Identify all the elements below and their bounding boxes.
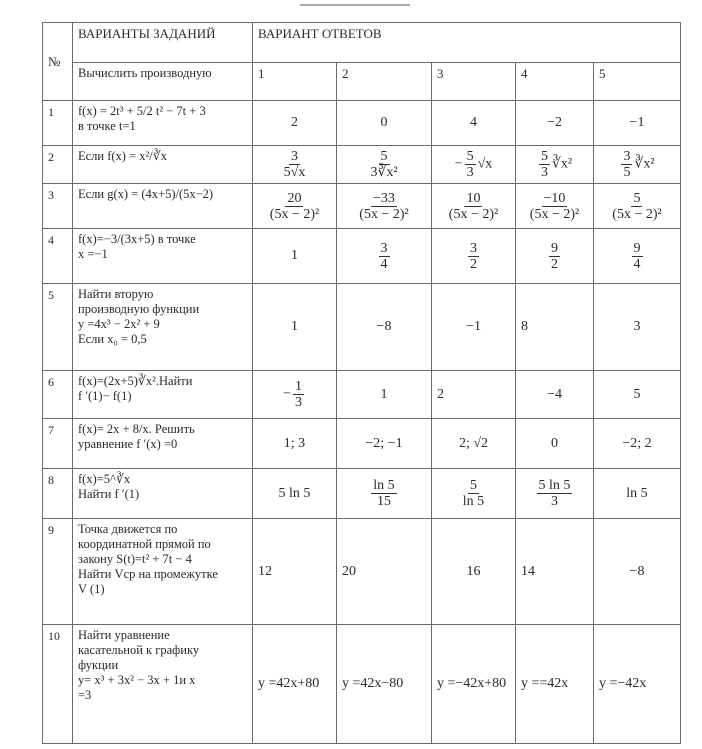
answer-cell [432, 469, 516, 519]
answer-cell [594, 229, 681, 284]
denominator: 3 [540, 165, 548, 180]
fraction [610, 191, 663, 222]
numerator: 5 ln 5 [538, 478, 571, 493]
numerator: 3 [470, 240, 477, 256]
row-number: 7 [43, 419, 73, 469]
answer-cell: 5 [594, 371, 681, 419]
task-line: координатной прямой по [78, 537, 211, 551]
answer-cell: 4 [432, 101, 516, 146]
task-cell [73, 184, 253, 229]
task-line: фукции [78, 658, 119, 672]
task-line: производную функции [78, 302, 200, 316]
subheader-row [43, 63, 681, 101]
answer-cell [337, 469, 432, 519]
task-line: Найти f ′(1) [78, 487, 140, 501]
fraction [357, 191, 410, 222]
answer-cell: 2; √2 [432, 419, 516, 469]
task-line: y= x³ + 3x² − 3x + 1и x [78, 673, 196, 687]
task-line: Если x₀ = 0,5 [78, 332, 147, 346]
table-row [43, 146, 681, 184]
answer-cell: 3 [594, 284, 681, 371]
task-cell [73, 625, 253, 744]
answer-cell [516, 184, 594, 229]
numerator: 3 [291, 149, 298, 164]
fraction-sign: − [454, 156, 463, 172]
fraction-sign: − [283, 386, 291, 402]
task-line: Найти уравнение [78, 628, 170, 642]
answer-cell: y =−42x [594, 625, 681, 744]
answer-cell: 14 [516, 519, 594, 625]
denominator: 3 [466, 165, 474, 180]
task-line: в точке t=1 [78, 119, 136, 133]
task-cell [73, 101, 253, 146]
task-line: f(x)= 2x + 8/x. Решить [78, 422, 195, 436]
answer-cell: 1 [337, 371, 432, 419]
table-row [43, 371, 681, 419]
numerator: 5 [380, 149, 388, 164]
task-cell [73, 519, 253, 625]
answer-cell [337, 184, 432, 229]
task-cell [73, 146, 253, 184]
task-cell [73, 469, 253, 519]
numerator: 1 [294, 379, 302, 394]
task-line: f ′(1)− f(1) [78, 389, 132, 403]
numerator: 5 [540, 149, 548, 164]
answer-column-header: 3 [432, 63, 516, 101]
answer-column-header: 2 [337, 63, 432, 101]
task-cell [73, 419, 253, 469]
answer-cell: 0 [337, 101, 432, 146]
numerator: 5 [466, 149, 474, 164]
fraction [268, 191, 321, 222]
task-line: V (1) [78, 582, 105, 596]
table-row [43, 229, 681, 284]
answer-column-header: 5 [594, 63, 681, 101]
row-number: 9 [43, 519, 73, 625]
task-line: =3 [78, 688, 92, 702]
task-line: Если g(x) = (4x+5)/(5x−2) [78, 187, 214, 201]
task-cell [73, 229, 253, 284]
task-line: f(x)=5^∛x [78, 472, 131, 486]
answer-cell: 2 [432, 371, 516, 419]
task-line: f(x) = 2t³ + 5/2 t² − 7t + 3 [78, 104, 206, 118]
denominator: 2 [551, 256, 558, 272]
task-line: Если f(x) = x²/∛x [78, 149, 167, 163]
answer-cell: 12 [253, 519, 337, 625]
fraction [368, 149, 399, 180]
fraction [371, 478, 396, 509]
task-line: Точка движется по [78, 522, 178, 536]
task-line: уравнение f ′(x) =0 [78, 437, 178, 451]
cropped-heading [300, 0, 410, 6]
row-number: 4 [43, 229, 73, 284]
denominator: 3 [294, 395, 302, 410]
denominator: 3 [550, 494, 558, 509]
task-line: x =−1 [78, 247, 108, 261]
answer-cell: −2; 2 [594, 419, 681, 469]
answer-cell [432, 229, 516, 284]
table-row [43, 184, 681, 229]
answer-cell: ln 5 [594, 469, 681, 519]
denominator: 2 [470, 256, 477, 272]
answer-cell: 1 [253, 229, 337, 284]
answer-cell [594, 146, 681, 184]
numerator: 3 [623, 149, 631, 164]
row-number: 2 [43, 146, 73, 184]
tasks-header: ВАРИАНТЫ ЗАДАНИЙ [73, 23, 253, 63]
answer-cell: 1 [253, 284, 337, 371]
numerator: 20 [287, 190, 302, 206]
answer-cell: −2 [516, 101, 594, 146]
fraction [528, 191, 581, 222]
task-table [42, 22, 681, 744]
denominator: (5x − 2)² [269, 206, 320, 222]
answers-header: ВАРИАНТ ОТВЕТОВ [253, 23, 681, 63]
numerator: 5 [469, 478, 477, 493]
fraction [537, 478, 573, 509]
number-header: № [43, 23, 73, 101]
denominator: (5x − 2)² [448, 206, 499, 222]
task-line: закону S(t)=t² + 7t − 4 [78, 552, 192, 566]
answer-cell: y =42x+80 [253, 625, 337, 744]
denominator: ln 5 [462, 494, 485, 509]
table-row [43, 519, 681, 625]
answer-cell: 5 ln 5 [253, 469, 337, 519]
row-number: 1 [43, 101, 73, 146]
answer-cell: y =−42x+80 [432, 625, 516, 744]
fraction [539, 149, 550, 180]
answer-cell [253, 184, 337, 229]
row-number: 6 [43, 371, 73, 419]
task-line: Найти Vср на промежутке [78, 567, 218, 581]
answer-cell [253, 146, 337, 184]
fraction [621, 149, 632, 180]
row-number: 10 [43, 625, 73, 744]
fraction [465, 149, 476, 180]
answer-cell: 8 [516, 284, 594, 371]
fraction-suffix: ∛x² [551, 156, 573, 172]
fraction [468, 241, 479, 272]
numerator: 5 [633, 190, 641, 206]
denominator: 4 [633, 256, 641, 272]
answer-cell: 0 [516, 419, 594, 469]
answer-cell [432, 146, 516, 184]
answer-cell [337, 146, 432, 184]
numerator: −33 [373, 190, 395, 206]
denominator: 4 [380, 256, 388, 272]
answer-cell: −2; −1 [337, 419, 432, 469]
fraction [379, 241, 390, 272]
numerator: 10 [466, 190, 481, 206]
answer-column-header: 4 [516, 63, 594, 101]
row-number: 8 [43, 469, 73, 519]
answer-column-header: 1 [253, 63, 337, 101]
task-cell [73, 371, 253, 419]
table-row [43, 101, 681, 146]
answer-cell [337, 229, 432, 284]
fraction [447, 191, 500, 222]
answer-cell: −8 [337, 284, 432, 371]
fraction-suffix: ∛x² [634, 156, 655, 172]
fraction [282, 149, 308, 180]
numerator: 3 [380, 240, 388, 256]
numerator: 9 [551, 240, 558, 256]
task-cell [73, 284, 253, 371]
denominator: 5√x [283, 165, 306, 180]
answer-cell: 1; 3 [253, 419, 337, 469]
answer-cell: −1 [594, 101, 681, 146]
fraction [461, 478, 486, 509]
answer-cell: −8 [594, 519, 681, 625]
fraction [293, 379, 304, 410]
answer-cell [516, 146, 594, 184]
answer-cell: y ==42x [516, 625, 594, 744]
answer-cell: 2 [253, 101, 337, 146]
instruction-text: Вычислить производную [73, 63, 253, 101]
fraction [632, 241, 643, 272]
header-row [43, 23, 681, 63]
answer-cell: y =42x−80 [337, 625, 432, 744]
numerator: ln 5 [373, 478, 395, 493]
task-line: касательной к графику [78, 643, 200, 657]
task-line: y =4x³ − 2x² + 9 [78, 317, 160, 331]
table-row [43, 284, 681, 371]
denominator: (5x − 2)² [529, 206, 580, 222]
fraction-suffix: √x [477, 156, 493, 172]
table-row [43, 625, 681, 744]
row-number: 5 [43, 284, 73, 371]
task-line: Найти вторую [78, 287, 154, 301]
answer-cell [594, 184, 681, 229]
answer-cell [432, 184, 516, 229]
answer-cell [253, 371, 337, 419]
denominator: 3∛x² [370, 165, 398, 180]
answer-cell: 16 [432, 519, 516, 625]
row-number: 3 [43, 184, 73, 229]
table-row [43, 469, 681, 519]
answer-cell: 20 [337, 519, 432, 625]
numerator: −10 [543, 190, 566, 206]
answer-cell: −4 [516, 371, 594, 419]
table-row [43, 419, 681, 469]
task-line: f(x)=−3/(3x+5) в точке [78, 232, 196, 246]
denominator: (5x − 2)² [359, 206, 409, 222]
denominator: 15 [376, 494, 391, 509]
denominator: 5 [623, 165, 631, 180]
answer-cell [516, 469, 594, 519]
numerator: 9 [633, 240, 641, 256]
answer-cell [516, 229, 594, 284]
task-line: f(x)=(2x+5)∛x².Найти [78, 374, 193, 388]
denominator: (5x − 2)² [612, 206, 662, 222]
answer-cell: −1 [432, 284, 516, 371]
fraction [549, 241, 560, 272]
